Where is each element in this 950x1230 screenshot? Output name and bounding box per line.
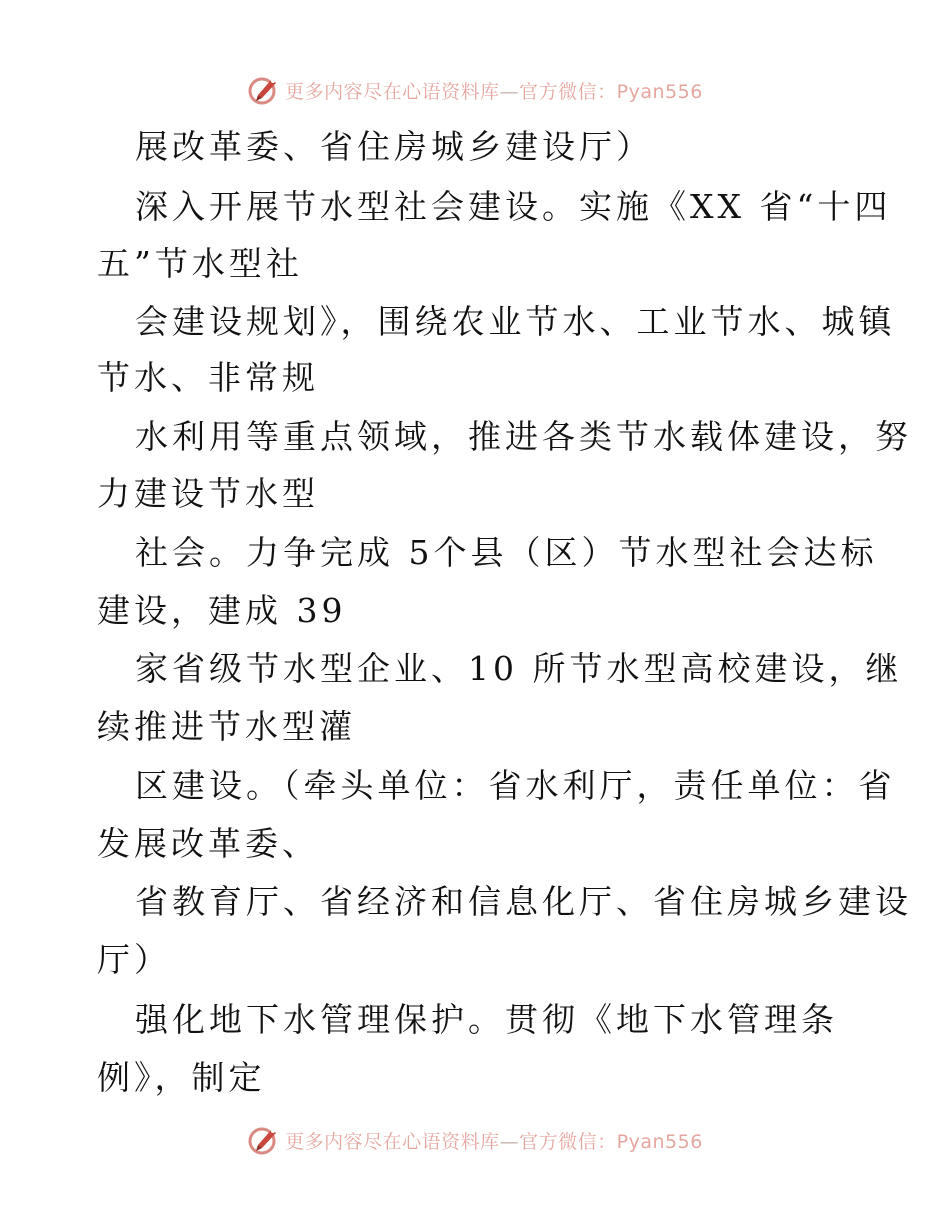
body-line: 节水、非常规 [97,358,319,397]
body-line: 区建设。（牵头单位：省水利厅，责任单位：省 [135,766,896,805]
body-line: 省教育厅、省经济和信息化厅、省住房城乡建设 [135,882,912,921]
body-line: 续推进节水型灌 [97,707,356,746]
body-line: 强化地下水管理保护。贯彻《地下水管理条 [135,1000,838,1039]
body-line: 家省级节水型企业、10 所节水型高校建设，继 [135,649,903,688]
footer-watermark [0,1120,950,1160]
body-line: 例》，制定 [97,1058,266,1097]
body-line: 展改革委、省住房城乡建设厅） [135,127,653,166]
body-line: 深入开展节水型社会建设。实施《XX 省“十四 [135,187,892,226]
pen-nib-logo-icon [247,1123,281,1157]
body-line: 会建设规划》，围绕农业节水、工业节水、城镇 [135,302,896,341]
body-line: 五”节水型社 [97,244,303,283]
body-line: 水利用等重点领域，推进各类节水载体建设，努 [135,417,912,456]
body-line: 建设，建成 39 [97,591,347,630]
body-line: 发展改革委、 [97,824,319,863]
watermark-text: 更多内容尽在心语资料库—官方微信：Pyan556 [285,80,703,103]
watermark-text: 更多内容尽在心语资料库—官方微信：Pyan556 [285,1130,703,1153]
body-line: 社会。力争完成 5个县（区）节水型社会达标 [135,533,878,572]
pen-nib-logo-icon [247,73,281,107]
header-watermark [0,70,950,110]
body-line: 力建设节水型 [97,474,319,513]
body-line: 厅） [97,940,171,979]
